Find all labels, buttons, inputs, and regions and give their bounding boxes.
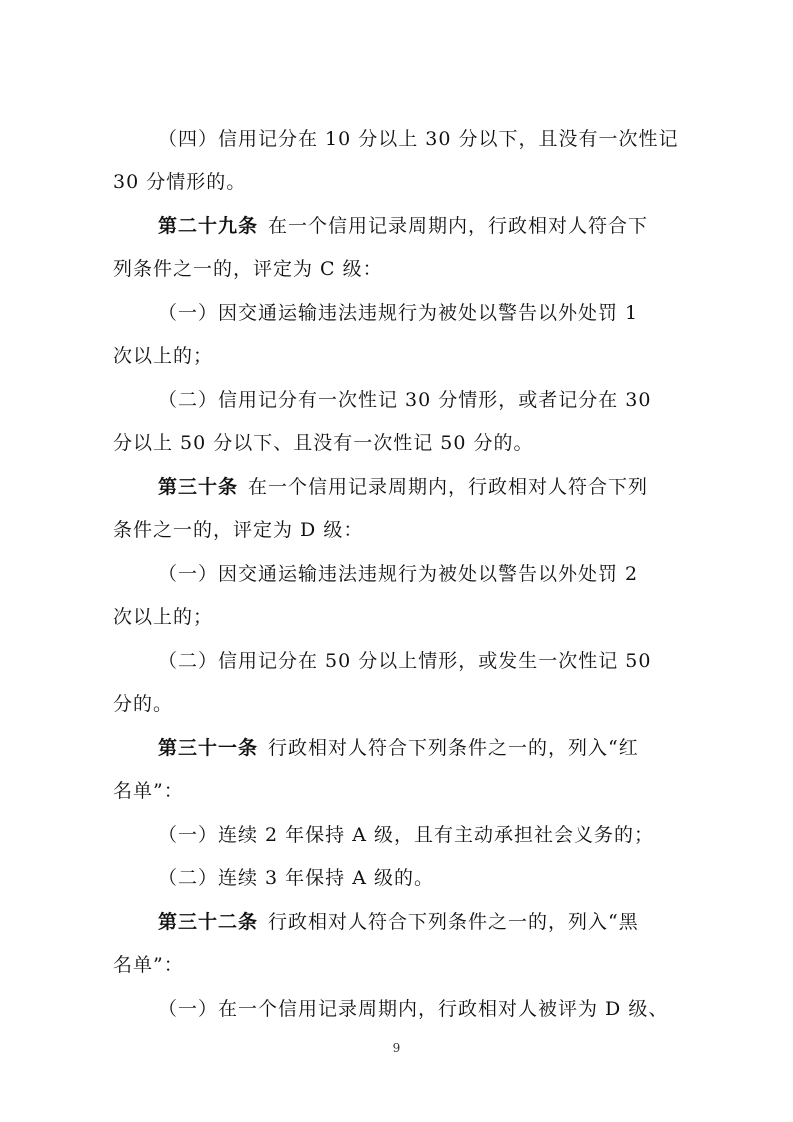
paragraph-line: （二）连续 3 年保持 A 级的。 xyxy=(158,867,434,889)
paragraph-line: 次以上的； xyxy=(113,606,214,628)
paragraph-line: 名单”： xyxy=(113,780,184,802)
paragraph-line: 次以上的； xyxy=(113,345,214,367)
paragraph-line: 名单”： xyxy=(113,954,184,976)
paragraph-text: 行政相对人符合下列条件之一的，列入“黑 xyxy=(268,911,639,933)
article-29-line xyxy=(158,214,648,238)
article-30-line xyxy=(158,475,648,499)
article-32-line xyxy=(158,910,639,934)
article-31-line xyxy=(158,736,639,760)
paragraph-line: 列条件之一的，评定为 C 级： xyxy=(113,258,383,280)
paragraph-line: （一）因交通运输违法违规行为被处以警告以外处罚 1 xyxy=(158,302,639,324)
paragraph-line: 条件之一的，评定为 D 级： xyxy=(113,519,364,541)
paragraph-text: 在一个信用记录周期内，行政相对人符合下列 xyxy=(248,476,649,498)
paragraph-line: （二）信用记分有一次性记 30 分情形，或者记分在 30 xyxy=(158,389,652,411)
article-heading: 第二十九条 xyxy=(158,215,259,237)
paragraph-line: （二）信用记分在 50 分以上情形，或发生一次性记 50 xyxy=(158,650,652,672)
page-number: 9 xyxy=(392,1041,401,1055)
paragraph-line: （一）连续 2 年保持 A 级，且有主动承担社会义务的； xyxy=(158,824,654,846)
paragraph-line: 分以上 50 分以下、且没有一次性记 50 分的。 xyxy=(113,432,534,454)
paragraph-line: （四）信用记分在 10 分以上 30 分以下，且没有一次性记 xyxy=(158,128,679,150)
article-heading: 第三十条 xyxy=(158,476,239,498)
paragraph-line: 分的。 xyxy=(113,693,174,715)
paragraph-text: 行政相对人符合下列条件之一的，列入“红 xyxy=(268,737,639,759)
paragraph-line: （一）在一个信用记录周期内，行政相对人被评为 D 级、 xyxy=(158,998,669,1020)
article-heading: 第三十一条 xyxy=(158,737,259,759)
paragraph-line: 30 分情形的。 xyxy=(113,171,247,193)
paragraph-text: 在一个信用记录周期内，行政相对人符合下 xyxy=(268,215,649,237)
article-heading: 第三十二条 xyxy=(158,911,259,933)
paragraph-line: （一）因交通运输违法违规行为被处以警告以外处罚 2 xyxy=(158,563,639,585)
